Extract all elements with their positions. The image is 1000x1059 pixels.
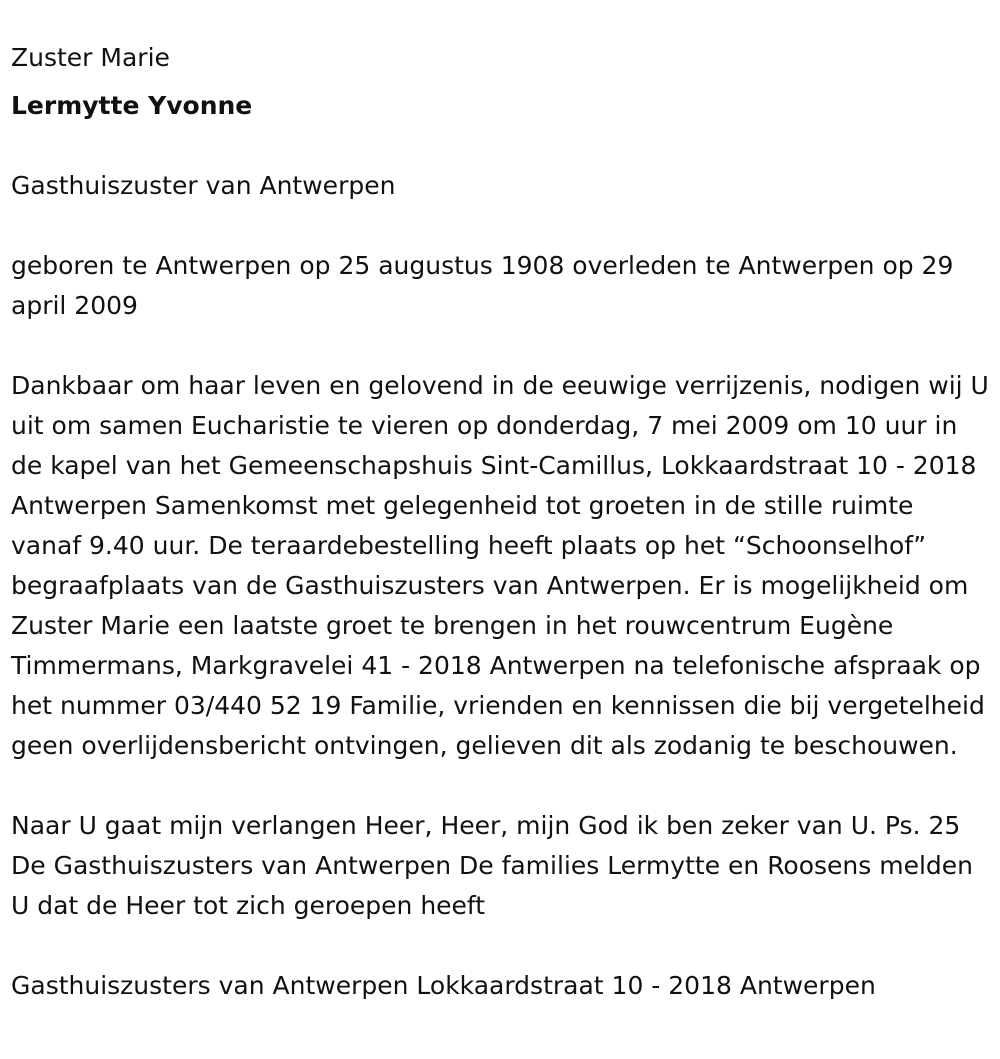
spacer <box>11 926 990 966</box>
deceased-name: Lermytte Yvonne <box>11 91 253 120</box>
spacer <box>11 126 990 166</box>
spacer <box>11 206 990 246</box>
quote-family-paragraph: Naar U gaat mijn verlangen Heer, Heer, mijn God ik ben zeker van U. Ps. 25 De Gasthuiszusters van Antwerpen De families Lermytte en Roosens melden U dat de Heer tot zich geroepen heeft <box>11 811 974 920</box>
announcement-paragraph: Dankbaar om haar leven en gelovend in de eeuwige verrijzenis, nodigen wij U uit om samen Eucharistie te vieren op donderdag, 7 mei 2009 om 10 uur in de kapel van het Gemeenschapshuis Sint-Camillus, Lokkaardstraat 10 - 2018 Antwerpen Samenkomst met gelegenheid tot groeten in de stille ruimte vanaf 9.40 uur. De teraardebestelling heeft plaats op het “Schoonselhof” begraafplaats van de Gasthuiszusters van Antwerpen. Er is mogelijkheid om Zuster Marie een laatste groet te brengen in het rouwcentrum Eugène Timmermans, Markgravelei 41 - 2018 Antwerpen na telefonische afspraak op het nummer 03/440 52 19 Familie, vrienden en kennissen die bij vergetelheid geen overlijdensbericht ontvingen, gelieven dit als zodanig te beschouwen. <box>11 371 989 760</box>
spacer <box>11 766 990 806</box>
birth-death-paragraph: geboren te Antwerpen op 25 augustus 1908 overleden te Antwerpen op 29 april 2009 <box>11 251 954 320</box>
title-line: Zuster Marie <box>11 43 170 72</box>
spacer <box>11 326 990 366</box>
address-paragraph: Gasthuiszusters van Antwerpen Lokkaardstraat 10 - 2018 Antwerpen <box>11 971 876 1000</box>
order-line: Gasthuiszuster van Antwerpen <box>11 171 396 200</box>
